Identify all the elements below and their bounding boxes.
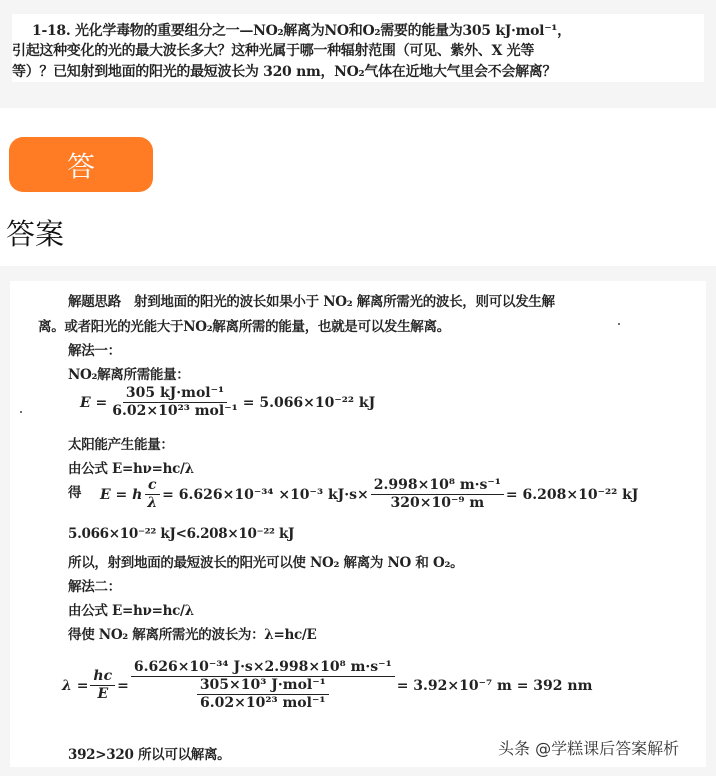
eq3-lhs: λ = [62,677,89,694]
eq3-denominator [192,677,334,712]
comparison: 5.066×10⁻²² kJ<6.208×10⁻²² kJ [68,526,295,542]
question-line-3: 等）？已知射到地面的阳光的最短波长为 320 nm，NO₂气体在近地大气里会不会解离？ [12,64,557,80]
eq2-lhs: E = h [100,486,143,503]
eq1-fraction [109,385,240,420]
equation-2 [100,477,638,512]
solution-image [10,281,706,767]
formula-line-1: 由公式 E=hν=hc/λ [68,461,194,477]
question-line-2: 引起这种变化的光的最大波长多大？这种光属于哪一种辐射范围（可见、紫外、X 光等 [12,43,535,59]
solution-intro-2: 离。或者阳光的光能大于NO₂解离所需的能量，也就是可以发生解离。 [38,319,450,335]
eq2-mid: = 6.626×10⁻³⁴ ×10⁻³ kJ·s× [162,486,369,503]
eq2-rhs: = 6.208×10⁻²² kJ [505,486,639,503]
method-2-title: 解法二： [68,579,121,595]
final-conclusion: 392>320 所以可以解离。 [68,747,231,763]
solution-intro-1: 解题思路 射到地面的阳光的波长如果小于 NO₂ 解离所需光的波长，则可以发生解 [68,294,555,310]
question-image [12,14,704,82]
wavelength-line: 得使 NO₂ 解离所需光的波长为：λ=hc/E [68,627,317,643]
solar-energy-label: 太阳能产生能量： [68,437,174,453]
answer-button[interactable]: 答 [9,137,153,192]
watermark: 头条 @学糕课后答案解析 [498,739,680,758]
eq3-inner-denominator: 6.02×10²³ mol⁻¹ [200,695,326,711]
scan-speck [618,323,620,325]
method-1-title: 解法一： [68,343,121,359]
eq2-c-over-lambda [144,477,160,512]
eq1-lhs: E = [80,394,108,411]
eq3-inner-fraction [197,677,329,712]
eq2-c: c [145,477,160,495]
no2-energy-label: NO₂解离所需能量： [68,367,190,383]
question-panel [0,0,716,108]
eq1-denominator: 6.02×10²³ mol⁻¹ [112,403,238,419]
eq3-rhs: = 3.92×10⁻⁷ m = 392 nm [396,677,593,694]
scan-speck [20,411,22,413]
eq3-inner-numerator: 305×10³ J·mol⁻¹ [197,677,329,695]
conclusion-1: 所以，射到地面的最短波长的阳光可以使 NO₂ 解离为 NO 和 O₂。 [68,555,464,571]
eq3-fraction [131,659,395,712]
answer-heading: 答案 [6,217,65,251]
eq2-numerator: 2.998×10⁸ m·s⁻¹ [371,477,504,495]
eq2-denominator: 320×10⁻⁹ m [390,495,485,511]
eq3-numerator: 6.626×10⁻³⁴ J·s×2.998×10⁸ m·s⁻¹ [131,659,395,677]
equation-3: λ = $\frac{hc}{E}$ = $\frac{\text{6.626×10⁻³⁴ J·s×2.998×10⁸ m·s⁻¹}}{\frac{\text{305×10³ J·mol⁻¹}}{\text{6.02×10²³ mol⁻¹}}}$ = 3.92×10⁻⁷ m = 392 nm [62,659,593,711]
de-label: 得 [68,485,82,501]
eq3-e: E [97,686,109,702]
eq3-hc-over-e [90,668,115,703]
eq2-lambda: λ [147,495,158,511]
question-line-1: 1-18. 光化学毒物的重要组分之一—NO₂解离为NO和O₂需要的能量为305 kJ·mol⁻¹， [32,23,571,39]
eq3-hc: hc [90,668,115,686]
equation-1 [80,385,375,420]
formula-line-2: 由公式 E=hν=hc/λ [68,603,194,619]
eq1-numerator: 305 kJ·mol⁻¹ [123,385,227,403]
eq2-fraction [371,477,504,512]
eq1-rhs: = 5.066×10⁻²² kJ [242,394,376,411]
